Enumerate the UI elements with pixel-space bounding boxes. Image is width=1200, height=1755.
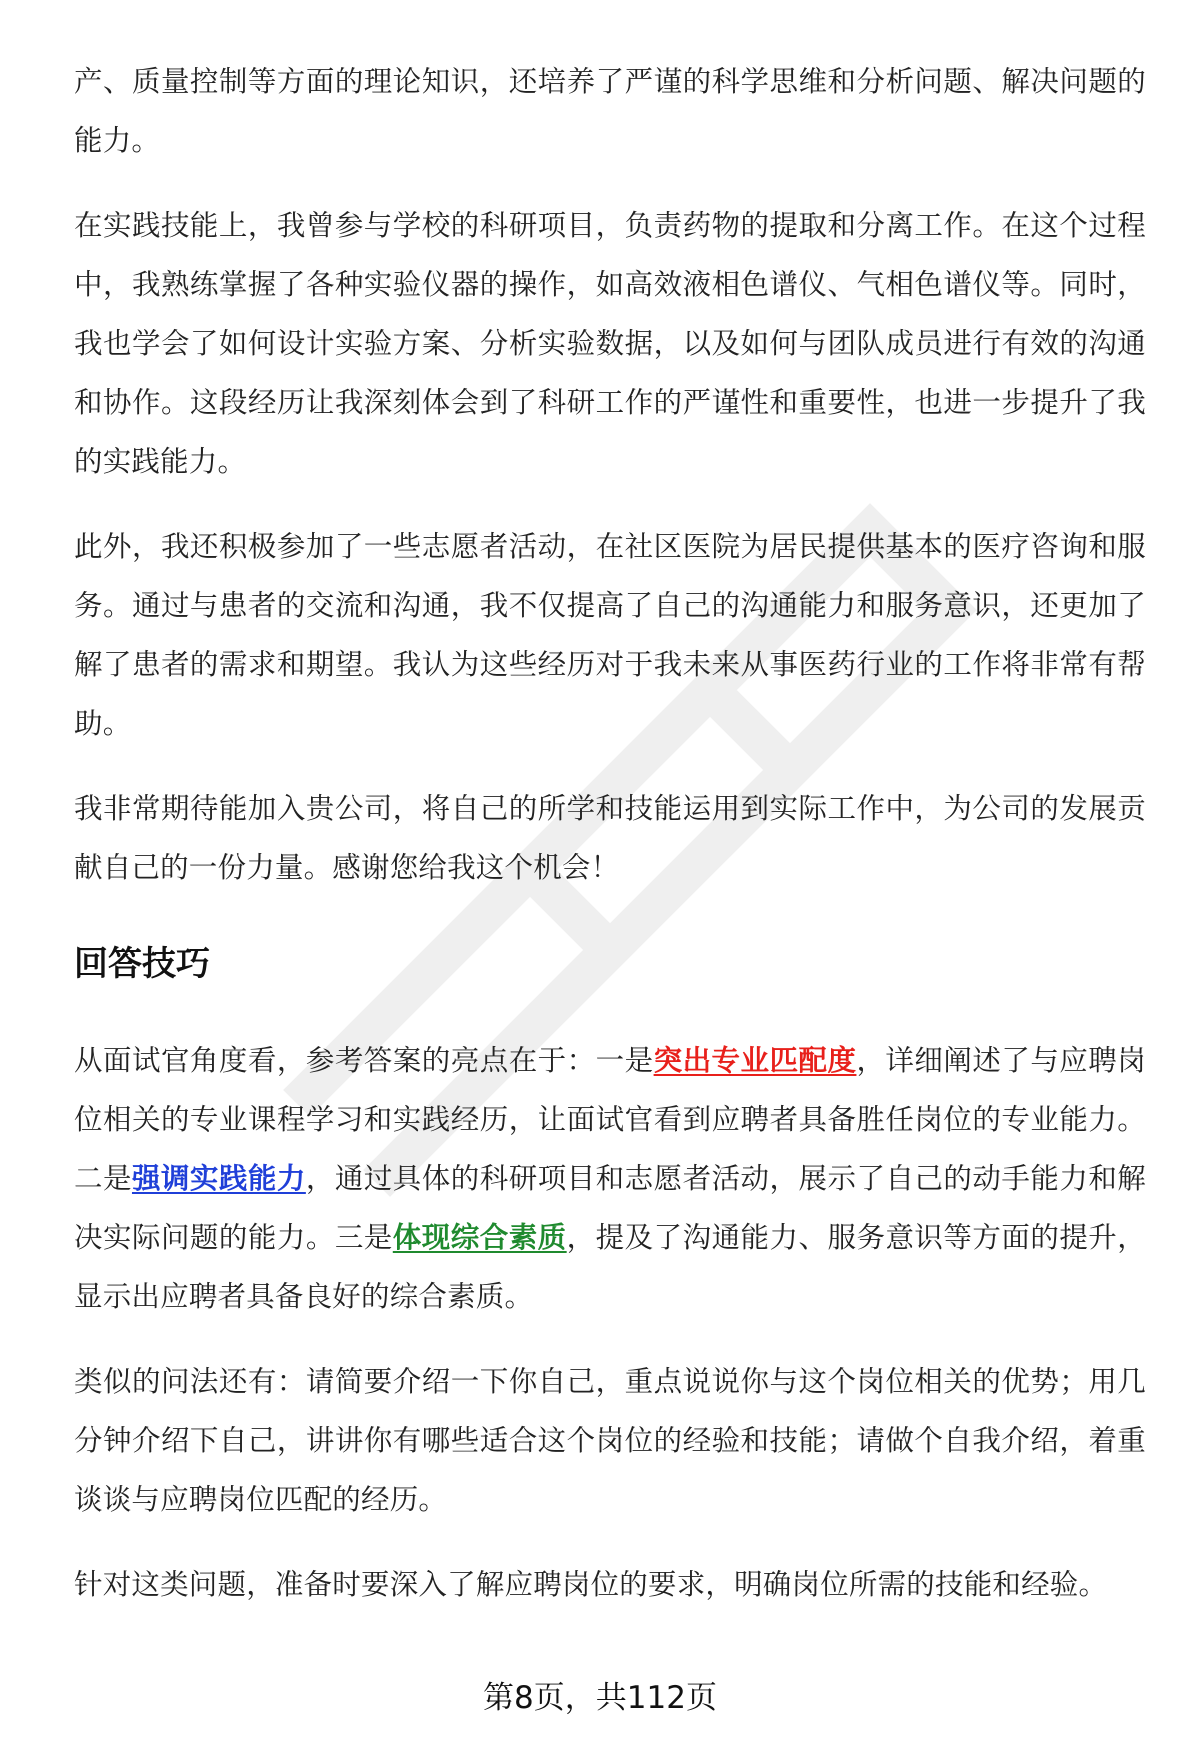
page-number: 第8页，共112页: [483, 1680, 717, 1716]
paragraph-answer-tips: [74, 1031, 1146, 1326]
section-heading: 回答技巧: [74, 944, 210, 984]
highlight-overall-quality: 体现综合素质: [392, 1221, 567, 1254]
highlight-practical-ability: 强调实践能力: [131, 1162, 306, 1195]
paragraph-volunteer-activities: 此外，我还积极参加了一些志愿者活动，在社区医院为居民提供基本的医疗咨询和服务。通过与患者的交流和沟通，我不仅提高了自己的沟通能力和服务意识，还更加了解了患者的需求和期望。我认为这些经历对于我未来从事医药行业的工作将非常有帮助。: [74, 530, 1146, 740]
paragraph-practice-skills: 在实践技能上，我曾参与学校的科研项目，负责药物的提取和分离工作。在这个过程中，我熟练掌握了各种实验仪器的操作，如高效液相色谱仪、气相色谱仪等。同时，我也学会了如何设计实验方案、分析实验数据，以及如何与团队成员进行有效的沟通和协作。这段经历让我深刻体会到了科研工作的严谨性和重要性，也进一步提升了我的实践能力。: [74, 209, 1146, 478]
tips-text-2: ，详细阐述了与应聘岗位相关的专业课程学习和实践经历，让面试官看到应聘者具备胜任岗位的专业能力。二是: [74, 1044, 1146, 1195]
tips-text-1: 从面试官角度看，参考答案的亮点在于：一是: [74, 1044, 654, 1077]
highlight-professional-match: 突出专业匹配度: [653, 1044, 857, 1077]
paragraph-education-summary: 产、质量控制等方面的理论知识，还培养了严谨的科学思维和分析问题、解决问题的能力。: [74, 65, 1146, 157]
document-body: [74, 52, 1146, 1640]
paragraph-similar-questions: 类似的问法还有：请简要介绍一下你自己，重点说说你与这个岗位相关的优势；用几分钟介绍下自己，讲讲你有哪些适合这个岗位的经验和技能；请做个自我介绍，着重谈谈与应聘岗位匹配的经历。: [74, 1365, 1146, 1516]
paragraph-preparation: 针对这类问题，准备时要深入了解应聘岗位的要求，明确岗位所需的技能和经验。: [74, 1568, 1108, 1601]
tips-text-4: ，提及了沟通能力、服务意识等方面的提升，显示出应聘者具备良好的综合素质。: [74, 1221, 1146, 1313]
paragraph-closing: 我非常期待能加入贵公司，将自己的所学和技能运用到实际工作中，为公司的发展贡献自己的一份力量。感谢您给我这个机会！: [74, 792, 1146, 884]
tips-text-3: ，通过具体的科研项目和志愿者活动，展示了自己的动手能力和解决实际问题的能力。三是: [74, 1162, 1147, 1254]
